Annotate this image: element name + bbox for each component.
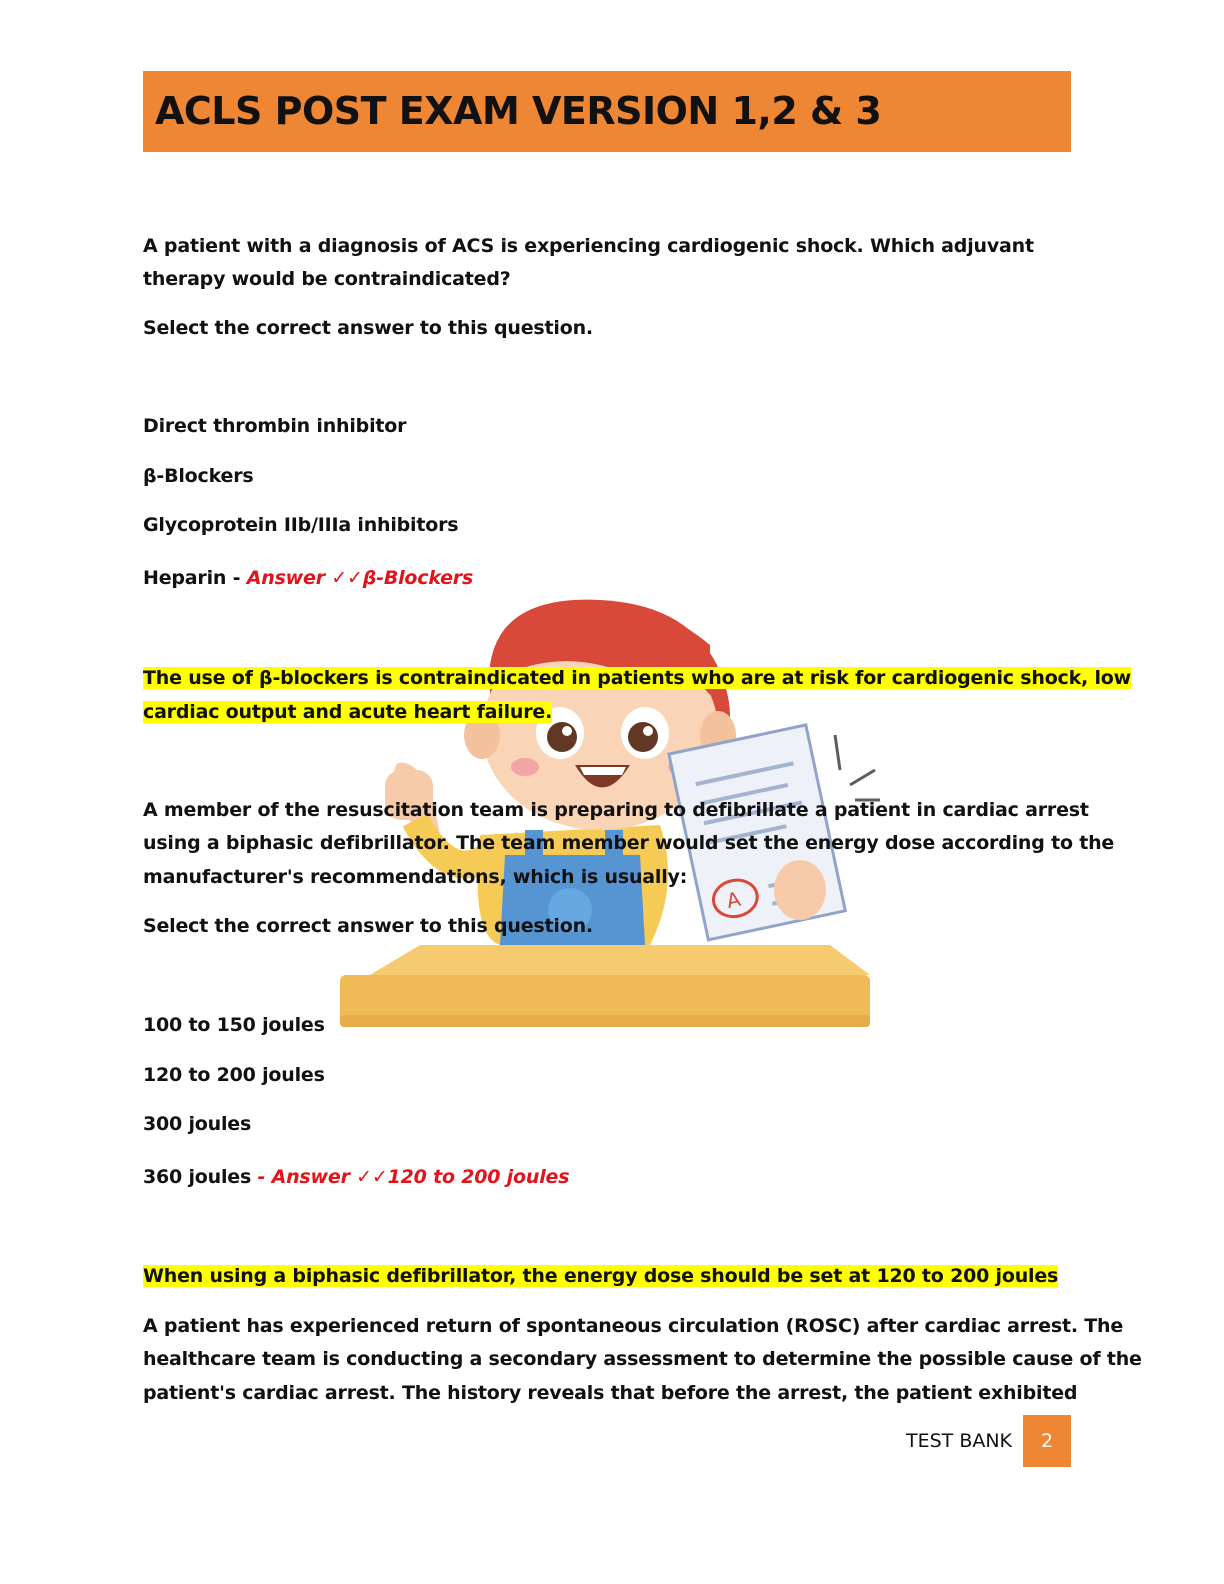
q1-answer: Answer ✓✓β-Blockers xyxy=(246,567,474,589)
q2-answer: Answer ✓✓120 to 200 joules xyxy=(271,1166,570,1188)
q2-option-1: 100 to 150 joules xyxy=(143,1014,325,1036)
q2-question-line2: using a biphasic defibrillator. The team member would set the energy dose according to the xyxy=(143,832,1115,854)
q2-option-4: 360 joules xyxy=(143,1166,252,1188)
q1-instruction: Select the correct answer to this question. xyxy=(143,317,593,339)
q2-answer-separator: - xyxy=(251,1166,272,1188)
q1-option-2: β-Blockers xyxy=(143,465,254,487)
q1-question: A patient with a diagnosis of ACS is experiencing cardiogenic shock. Which adjuvant therapy would be contraindicated? xyxy=(143,235,1034,290)
q1-option-3: Glycoprotein IIb/IIIa inhibitors xyxy=(143,514,459,536)
q2-question-line3: manufacturer's recommendations, which is usually: xyxy=(143,866,688,888)
q2-question-line1: A member of the resuscitation team is preparing to defibrillate a patient in cardiac arrest xyxy=(143,799,1089,821)
q1-rationale-line1: The use of β-blockers is contraindicated in patients who are at risk for cardiogenic shock, low xyxy=(143,667,1132,689)
q2-instruction: Select the correct answer to this question. xyxy=(143,915,593,937)
page-title: ACLS POST EXAM VERSION 1,2 & 3 xyxy=(155,89,882,133)
svg-text:A: A xyxy=(724,886,743,913)
q1-rationale-line2: cardiac output and acute heart failure. xyxy=(143,701,553,723)
q2-option-4-row xyxy=(143,1161,569,1194)
q1-option-4: Heparin - xyxy=(143,567,247,589)
q2-option-2: 120 to 200 joules xyxy=(143,1064,325,1086)
header-banner xyxy=(143,71,1071,152)
footer-label: TEST BANK xyxy=(906,1430,1013,1452)
q3-line3: patient's cardiac arrest. The history reveals that before the arrest, the patient exhibited xyxy=(143,1382,1078,1404)
q1-option-1: Direct thrombin inhibitor xyxy=(143,415,407,437)
q3-line1: A patient has experienced return of spontaneous circulation (ROSC) after cardiac arrest. The xyxy=(143,1315,1124,1337)
q2-rationale: When using a biphasic defibrillator, the energy dose should be set at 120 to 200 joules xyxy=(143,1265,1059,1287)
q3-line2: healthcare team is conducting a secondary assessment to determine the possible cause of the xyxy=(143,1348,1142,1370)
page-number: 2 xyxy=(1023,1415,1071,1467)
q2-option-3: 300 joules xyxy=(143,1113,252,1135)
q1-option-4-row xyxy=(143,562,473,595)
